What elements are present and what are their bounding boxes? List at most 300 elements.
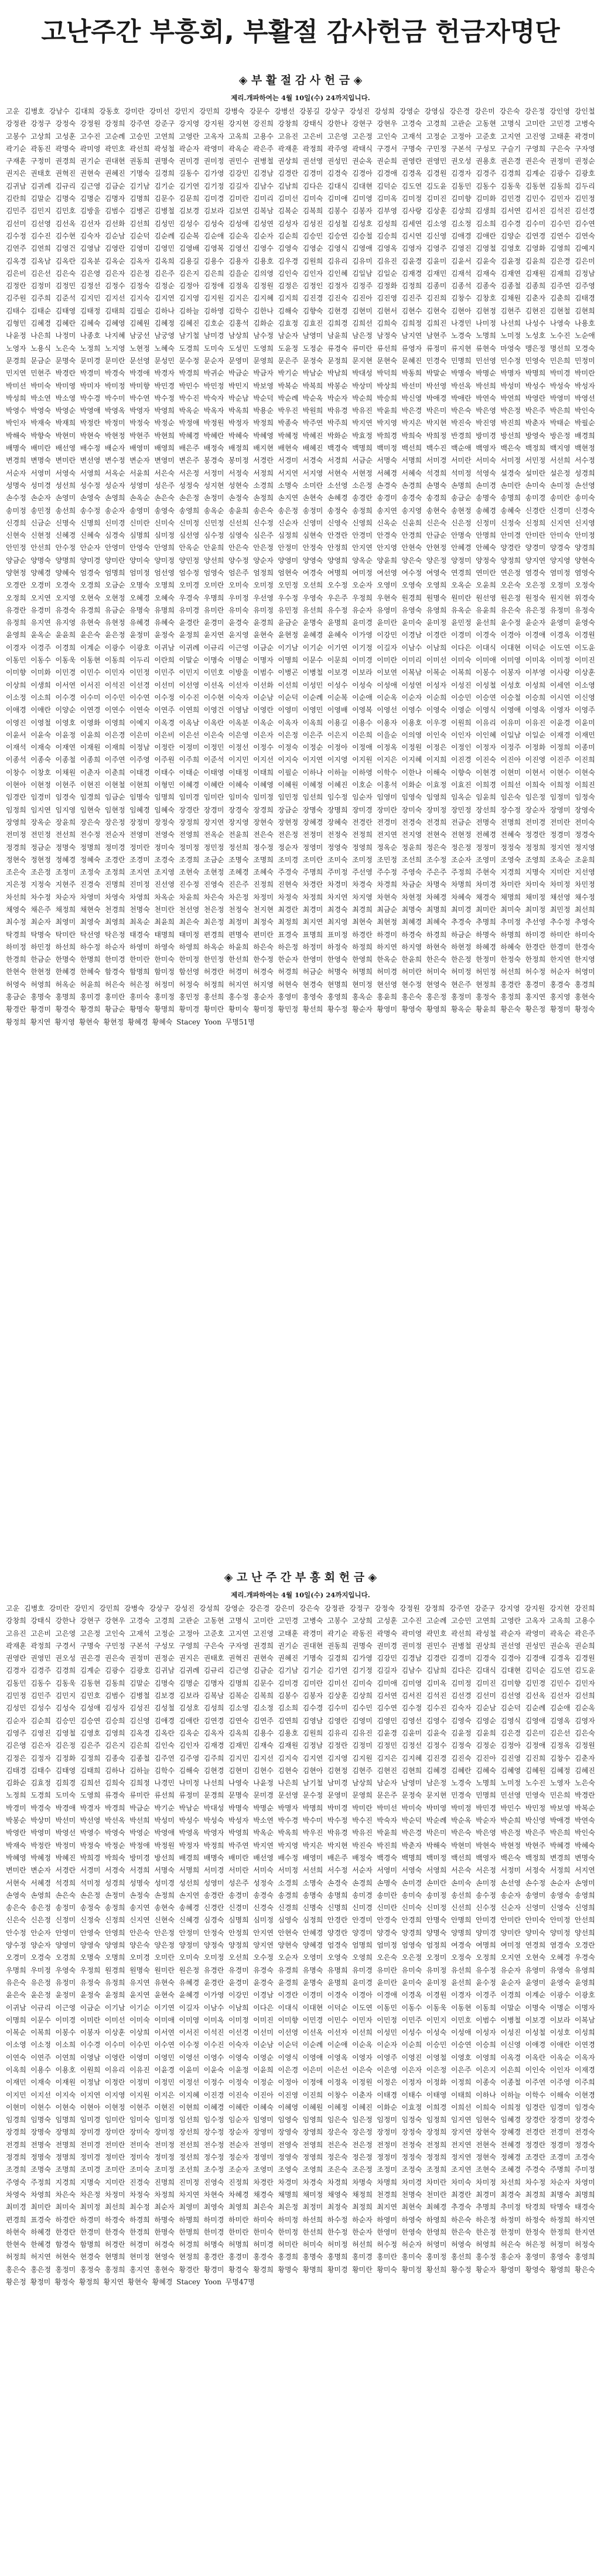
donor-name: 홍경희 (278, 2253, 299, 2261)
donor-name: 문정희 (327, 356, 348, 365)
donor-name: 나미정 (179, 1779, 200, 1788)
donor-name: 권기순 (80, 157, 101, 166)
donor-name: 변수정 (104, 456, 125, 465)
donor-name: 소경희 (278, 1878, 299, 1887)
donor-name: 이정원 (352, 2078, 373, 2087)
donor-name: 안미란 (525, 531, 546, 540)
donor-name: 현명희 (327, 980, 348, 989)
section-subtitle: 제리.개파하여는 4월 10일(수) 24까지입니다. (231, 94, 370, 102)
donor-name: 배정희 (228, 444, 249, 453)
donor-name: 이성민 (302, 681, 323, 689)
donor-name: 강영심 (424, 107, 445, 115)
donor-name: 권정미 (549, 157, 571, 166)
donor-name: 곽옥순 (549, 1629, 571, 1638)
donor-name: 한현정 (30, 968, 51, 976)
donor-name: 박혜영 (253, 431, 274, 440)
donor-name: 유경숙 (55, 606, 76, 614)
donor-name: 손정희 (154, 1891, 175, 1899)
donor-name: 이영복 (352, 706, 373, 715)
donor-name: 양수정 (228, 556, 249, 565)
donor-name: 김경아 (500, 1654, 521, 1663)
donor-name: 이란희 (154, 656, 175, 665)
donor-name: 남윤희 (327, 332, 348, 340)
donor-name: 김미애 (377, 1679, 398, 1687)
donor-name: 김명숙 (154, 1679, 175, 1687)
donor-name: 안혜숙 (476, 544, 496, 552)
donor-name: 오수정 (327, 581, 348, 590)
donor-name: 이은희 (352, 730, 373, 739)
donor-name: 이정은 (377, 2078, 398, 2087)
donor-name: 이양순 (55, 706, 76, 715)
donor-name: 고경희 (426, 119, 447, 128)
donor-name: 홍명숙 (302, 2253, 323, 2261)
donor-name: 조수정 (203, 2165, 224, 2174)
donor-name: 송경숙 (253, 1891, 274, 1899)
donor-name: 김민지 (55, 1692, 76, 1700)
donor-name: 안지연 (253, 1928, 274, 1937)
donor-name: 지미란 (549, 868, 571, 877)
donor-name: 안명희 (450, 1916, 472, 1925)
donor-name: 오경미 (6, 1953, 26, 1962)
donor-name: 이계순 (80, 643, 101, 652)
donor-name: 남기철 (179, 332, 200, 340)
donor-name: 정수정 (253, 843, 274, 852)
donor-name: 백미정 (426, 1853, 447, 1862)
donor-name: 이두리 (129, 656, 150, 665)
donor-name: 서경숙 (302, 456, 323, 465)
donor-name: 이희선 (450, 2103, 472, 2112)
donor-name: 이수진 (179, 693, 200, 702)
donor-name: 박정애 (129, 1841, 150, 1850)
donor-name: 하정희 (352, 942, 373, 951)
donor-name: 박수정 (327, 1816, 348, 1825)
donor-name: 이영화 (80, 718, 101, 727)
donor-name: 이지혜 (401, 756, 422, 764)
donor-name: 송민정 (30, 506, 51, 515)
donor-name: 허미경 (253, 2240, 274, 2249)
donor-name: 홍은정 (426, 993, 447, 1002)
donor-name: 권현숙 (80, 169, 101, 178)
donor-name: 장지영 (228, 818, 249, 826)
donor-name: 김복희 (302, 207, 323, 216)
donor-name: 박성미 (154, 1816, 175, 1825)
donor-name: 김수연 (575, 219, 595, 228)
donor-name: 이도연 (549, 643, 571, 652)
donor-name: 전미경 (525, 818, 546, 826)
donor-name: 장정미 (129, 818, 150, 826)
donor-name: 오영희 (352, 1953, 373, 1962)
donor-name: 조정숙 (80, 868, 101, 877)
donor-name: 이정인 (450, 743, 472, 752)
donor-name: 윤명희 (327, 619, 348, 627)
donor-name: 염영숙 (575, 568, 595, 577)
donor-name: 길경희 (327, 1654, 348, 1663)
donor-name: 방미경 (476, 431, 496, 440)
donor-name: 심명희 (129, 531, 150, 540)
donor-name: 손정미 (203, 494, 224, 503)
donor-name: 윤현숙 (253, 631, 274, 640)
donor-name: 채경숙 (253, 2190, 274, 2199)
donor-name: 김경아 (352, 169, 373, 178)
donor-name: 송영미 (129, 506, 150, 515)
donor-name: 김민자 (575, 1679, 595, 1687)
donor-name: 윤정숙 (80, 1991, 101, 2000)
section-subtitle: 제리.개파하여는 4월 10일(수) 24까지입니다. (231, 1591, 370, 1599)
donor-name: 송경희 (278, 1891, 299, 1899)
donor-name: 최미경 (450, 906, 472, 914)
donor-name: 이해숙 (426, 768, 447, 777)
donor-name: 김숙자 (450, 1704, 472, 1713)
donor-name: 양선희 (575, 1928, 595, 1937)
easter-offering-section (6, 70, 595, 1552)
donor-name: 한지연 (549, 955, 571, 964)
donor-name: 노명희 (476, 332, 496, 340)
donor-name: 이동희 (104, 656, 125, 665)
donor-name: 황수정 (450, 2265, 472, 2274)
donor-name: 김석진 (426, 1692, 447, 1700)
donor-name: 한미경 (104, 955, 125, 964)
donor-name: 이경주 (30, 643, 51, 652)
donor-name: 이복순 (6, 2028, 26, 2037)
donor-name: 이영옥 (327, 2053, 348, 2062)
donor-name: 조민정 (377, 855, 398, 864)
donor-name: 김은주 (154, 269, 175, 278)
donor-name: 이애경 (525, 2041, 546, 2049)
donor-name: 양미숙 (525, 1928, 546, 1937)
donor-name: 이연희 (55, 2053, 76, 2062)
donor-name: 천은정 (203, 906, 224, 914)
donor-name: 신혜경 (55, 531, 76, 540)
donor-name: 봉경숙 (203, 456, 224, 465)
donor-name: 장선희 (476, 805, 496, 814)
donor-name: 권경희 (55, 157, 76, 166)
donor-name: 손은숙 (154, 494, 175, 503)
donor-name: 김명숙 (55, 194, 76, 203)
donor-name: 진은주 (228, 880, 249, 889)
donor-name: 배선영 (55, 444, 76, 453)
donor-name: 권지은 (6, 169, 26, 178)
donor-name: 박미란 (352, 1803, 373, 1812)
donor-name: 박옥희 (278, 1829, 299, 1837)
donor-name: 김혜숙 (476, 1766, 496, 1775)
donor-name: 전지영 (401, 831, 422, 839)
donor-name: 이지연 (302, 756, 323, 764)
donor-name: 손미숙 (450, 1878, 472, 1887)
donor-name: 이종석 (6, 756, 26, 764)
donor-name: 황경미 (203, 2265, 224, 2274)
donor-name: 박연숙 (476, 394, 496, 402)
donor-name: 김경란 (426, 1654, 447, 1663)
donor-name: 백선희 (450, 1853, 472, 1862)
donor-name: 조현정 (203, 868, 224, 877)
donor-name: 박해숙 (426, 1841, 447, 1850)
donor-name: 고태훈 (549, 132, 571, 141)
donor-name: 허정숙 (575, 2240, 595, 2249)
donor-name: 서경희 (129, 1866, 150, 1875)
donor-name: 김수현 (55, 231, 76, 240)
donor-name: 김순례 (154, 231, 175, 240)
donor-name: 박현숙 (80, 431, 101, 440)
donor-name: 김혜정 (549, 1766, 571, 1775)
donor-name: 구자영 (575, 144, 595, 153)
donor-name: 고병숙 (302, 1617, 323, 1625)
donor-name: 도윤정 (278, 344, 299, 353)
donor-name: 이순자 (401, 693, 422, 702)
donor-name: 황은숙 (575, 2265, 595, 2274)
donor-name: 김동수 (30, 1679, 51, 1687)
donor-name: 조명숙 (228, 855, 249, 864)
donor-name: 김대현 (352, 182, 373, 190)
donor-name: 김은정 (129, 269, 150, 278)
donor-name: 이미정 (549, 656, 571, 665)
donor-name: 정정미 (476, 843, 496, 852)
donor-name: 이정선 (228, 743, 249, 752)
donor-name: 김해숙 (179, 1766, 200, 1775)
donor-name: 송수정 (80, 506, 101, 515)
donor-name: 이경숙 (476, 631, 496, 640)
donor-name: 이사랑 (549, 668, 571, 677)
donor-name: 남상희 (352, 1779, 373, 1788)
donor-name: 우선영 (253, 593, 274, 602)
donor-name: 최은정 (278, 2203, 299, 2212)
donor-name: 신영미 (302, 518, 323, 527)
donor-name: 임선희 (302, 793, 323, 802)
donor-name: 이광호 (129, 643, 150, 652)
donor-name: 배선영 (253, 1853, 274, 1862)
donor-name: 이성진 (500, 2028, 521, 2037)
donor-name: 윤순자 (500, 1978, 521, 1987)
donor-name: 변명숙 (30, 456, 51, 465)
donor-name: 장미경 (352, 805, 373, 814)
donor-name: 한미란 (228, 2227, 249, 2236)
donor-name: 심미정 (154, 531, 175, 540)
donor-name: 홍경란 (500, 980, 521, 989)
donor-name: 태명희 (154, 930, 175, 939)
donor-name: 정지연 (549, 843, 571, 852)
donor-name: 정경미 (549, 2140, 571, 2149)
donor-name: 박복순 (278, 381, 299, 390)
donor-name: 이은숙 (352, 2065, 373, 2074)
donor-name: 김미정 (401, 194, 422, 203)
donor-name: 박혜숙 (575, 1841, 595, 1850)
donor-name: 김두리 (575, 182, 595, 190)
donor-name: 김병곤 (129, 207, 150, 216)
donor-name: 김현미 (228, 1766, 249, 1775)
donor-name: 이은비 (154, 730, 175, 739)
donor-name: 황윤희 (476, 1005, 496, 1014)
donor-name: 김옥란 (55, 257, 76, 265)
donor-name: 김희숙 (104, 1779, 125, 1788)
donor-name: 표경숙 (278, 930, 299, 939)
donor-name: 조순자 (450, 855, 472, 864)
donor-name: 허명희 (352, 968, 373, 976)
donor-name: 이순복 (327, 693, 348, 702)
donor-name: 이정희 (549, 743, 571, 752)
donor-name: 박경미 (80, 369, 101, 378)
donor-name: 윤정희 (179, 631, 200, 640)
donor-name: 최영희 (104, 918, 125, 927)
donor-name: 홍은숙 (6, 2265, 26, 2274)
donor-name: 구민정 (104, 1641, 125, 1650)
donor-name: 정명희 (80, 843, 101, 852)
donor-name: 이은정 (278, 730, 299, 739)
donor-name: 민경숙 (450, 1791, 472, 1800)
donor-name: 박영희 (154, 406, 175, 415)
donor-name: 양혜경 (30, 568, 51, 577)
donor-name: 김귀례 (30, 182, 51, 190)
donor-name: 임경미 (549, 2103, 571, 2112)
donor-name: 이경남 (253, 1991, 274, 2000)
donor-name: 박혜숙 (228, 431, 249, 440)
donor-name: 여명희 (327, 568, 348, 577)
donor-name: 윤명숙 (302, 1978, 323, 1987)
donor-name: 신미경 (104, 518, 125, 527)
donor-name: 고순례 (426, 1617, 447, 1625)
donor-name: 박향숙 (30, 431, 51, 440)
donor-name: 고경숙 (129, 1617, 150, 1625)
donor-name: 신경란 (525, 506, 546, 515)
donor-name: 이영애 (500, 706, 521, 715)
donor-name: 양명희 (55, 556, 76, 565)
donor-name: 한경희 (6, 955, 26, 964)
donor-name: 한옥순 (377, 955, 398, 964)
donor-name: 나성수 (525, 319, 546, 328)
donor-name: 신현정 (30, 531, 51, 540)
donor-name: 박태순 (549, 419, 571, 428)
donor-name: 김길자 (228, 182, 249, 190)
donor-name: 손순자 (30, 494, 51, 503)
donor-name: 최순자 (30, 918, 51, 927)
donor-name: 박현주 (129, 431, 150, 440)
donor-name: 지경희 (500, 868, 521, 877)
donor-name: 정정희 (525, 843, 546, 852)
donor-name: 차미숙 (525, 880, 546, 889)
donor-name: 강민지 (174, 107, 195, 115)
donor-name: 윤정숙 (154, 631, 175, 640)
donor-name: 허미경 (377, 968, 398, 976)
donor-name: 이성숙 (426, 2028, 447, 2037)
donor-name: 임수정 (327, 793, 348, 802)
donor-name: 서명숙 (154, 1866, 175, 1875)
donor-name: 김기정 (203, 182, 224, 190)
donor-name: 황정미 (549, 1005, 571, 1014)
donor-name: 윤명희 (327, 1978, 348, 1987)
donor-name: 이다은 (450, 643, 472, 652)
donor-name: 황수정 (327, 1005, 348, 1014)
donor-name: 한영숙 (327, 955, 348, 964)
donor-name: 이영진 (6, 718, 26, 727)
donor-name: 민지연 (6, 369, 26, 378)
donor-name: 김미숙 (352, 1679, 373, 1687)
donor-name: 곽미영 (401, 1629, 422, 1638)
donor-name: 김정선 (401, 1741, 422, 1750)
donor-name: 황미숙 (228, 1005, 249, 1014)
donor-name: 임정숙 (575, 793, 595, 802)
donor-name: 진정희 (228, 2178, 249, 2186)
donor-name: 변미란 (55, 456, 76, 465)
donor-name: 신경숙 (253, 1904, 274, 1912)
donor-name: 한혜숙 (80, 968, 101, 976)
donor-name: 고운 (6, 107, 20, 115)
donor-name: 하현정 (450, 942, 472, 951)
donor-name: 김정자 (327, 282, 348, 291)
donor-name: 강현우 (377, 119, 398, 128)
donor-name: 소선영 (327, 481, 348, 490)
donor-name: 박수경 (80, 394, 101, 402)
donor-name: 박인자 (6, 419, 26, 428)
donor-name: 박현정 (500, 1841, 521, 1850)
donor-name: 이정아 (278, 2078, 299, 2087)
donor-name: 한경미 (549, 942, 571, 951)
donor-name: 최미숙 (55, 2203, 76, 2212)
donor-name: 박현정 (104, 431, 125, 440)
donor-name: 하은숙 (253, 942, 274, 951)
donor-name: 오정미 (426, 1953, 447, 1962)
donor-name: 강태식 (302, 119, 323, 128)
donor-name: 이영호 (450, 2053, 472, 2062)
donor-name: 편명숙 (228, 930, 249, 939)
donor-name: 이영자 (352, 2053, 373, 2062)
donor-name: 이영건 (203, 706, 224, 715)
donor-name: 추선영 (525, 918, 546, 927)
donor-name: 박승희 (377, 394, 398, 402)
donor-name: 하은숙 (450, 2215, 472, 2224)
donor-name: 김성철 (154, 1704, 175, 1713)
donor-name: 이윤희 (80, 730, 101, 739)
donor-name: 신미정 (426, 1904, 447, 1912)
donor-name: 이은경 (278, 2065, 299, 2074)
donor-name: 이일남 (500, 730, 521, 739)
donor-name: 신현숙 (6, 531, 26, 540)
donor-name: 송은정 (278, 506, 299, 515)
donor-name: 김영숙 (278, 244, 299, 253)
donor-name: 이지원 (352, 756, 373, 764)
donor-name: 송미정 (6, 506, 26, 515)
donor-name: 오정숙 (450, 1953, 472, 1962)
donor-name: 황금순 (104, 1005, 125, 1014)
donor-name: 진수정 (179, 880, 200, 889)
donor-name: 전선희 (179, 2140, 200, 2149)
donor-name: 이인숙 (426, 730, 447, 739)
donor-name: 홍선희 (203, 993, 224, 1002)
donor-name: 박수미 (302, 1816, 323, 1825)
donor-name: 김윤희 (476, 1728, 496, 1737)
donor-name: 진명희 (154, 2178, 175, 2186)
donor-name: 이선자 (228, 681, 249, 689)
donor-name: 엄명희 (352, 1941, 373, 1950)
donor-name: 이연주 (154, 706, 175, 715)
donor-name: 이경애 (525, 631, 546, 640)
donor-name: 전현숙 (476, 2140, 496, 2149)
donor-name: 이경미 (450, 631, 472, 640)
donor-name: 황명숙 (129, 1005, 150, 1014)
donor-name: 김현희 (575, 306, 595, 315)
donor-name: 나윤정 (6, 332, 26, 340)
donor-name: 김태수 (30, 1766, 51, 1775)
donor-name: 고은비 (302, 132, 323, 141)
donor-name: 강문수 (249, 107, 270, 115)
donor-name: 박성자 (575, 381, 595, 390)
donor-name: 이미경 (55, 2015, 76, 2024)
donor-name: 유정숙 (80, 1978, 101, 1987)
donor-name: 윤옥순 (30, 631, 51, 640)
donor-name: 오명숙 (80, 1953, 101, 1962)
donor-name: 박성자 (228, 1816, 249, 1825)
donor-name: 류지현 (450, 344, 472, 353)
donor-name: 김동희 (104, 1679, 125, 1687)
donor-name: 오현정 (104, 593, 125, 602)
donor-name: 차정숙 (129, 2190, 150, 2199)
